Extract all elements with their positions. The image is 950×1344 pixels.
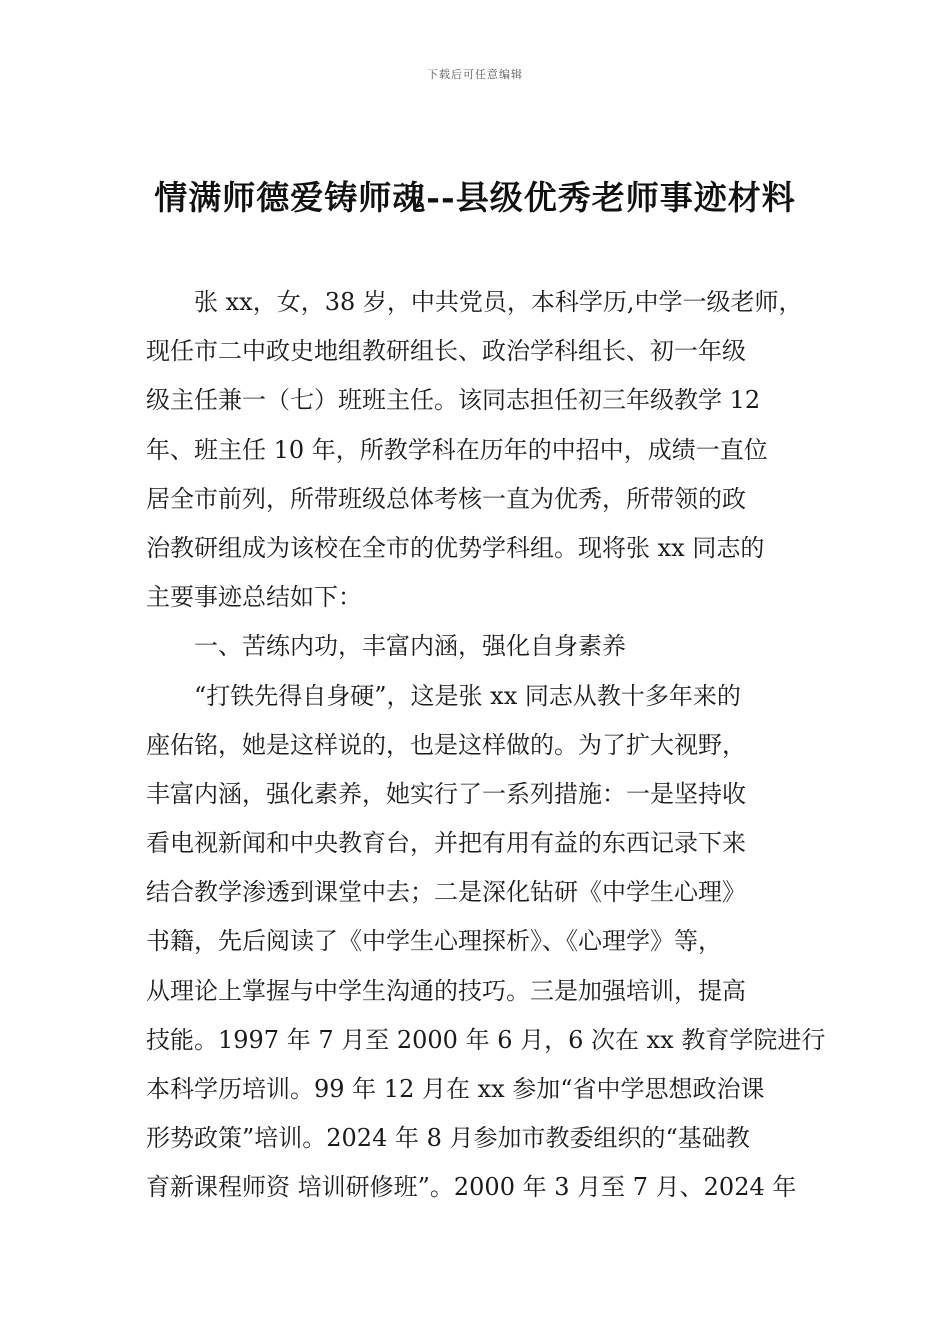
paragraph-line: 形势政策”培训。2024 年 8 月参加市教委组织的“基础教 (146, 1124, 750, 1153)
paragraph-line: 本科学历培训。99 年 12 月在 xx 参加“省中学思想政治课 (146, 1075, 765, 1103)
paragraph-line: 从理论上掌握与中学生沟通的技巧。三是加强培训，提高 (146, 976, 746, 1005)
paragraph-line: 年、班主任 10 年，所教学科在历年的中招中，成绩一直位 (146, 435, 768, 464)
document-body (146, 280, 836, 1215)
paragraph-line: 丰富内涵，强化素养，她实行了一系列措施：一是坚持收 (146, 779, 746, 808)
paragraph-line: 张 xx，女，38 岁，中共党员，本科学历,中学一级老师， (194, 288, 803, 316)
paragraph-line: 主要事迹总结如下： (146, 583, 362, 612)
paragraph-line: 现任市二中政史地组教研组长、政治学科组长、初一年级 (146, 337, 746, 366)
paragraph-line: 居全市前列，所带班级总体考核一直为优秀，所带领的政 (146, 484, 746, 513)
paragraph-line: 结合教学渗透到课堂中去；二是深化钻研《中学生心理》 (146, 878, 746, 907)
paragraph-line: 看电视新闻和中央教育台，并把有用有益的东西记录下来 (146, 829, 746, 858)
paragraph-line: 书籍，先后阅读了《中学生心理探析》、《心理学》等， (146, 927, 722, 956)
section-heading: 一、苦练内功，丰富内涵，强化自身素养 (194, 632, 626, 661)
paragraph-line: 座佑铭，她是这样说的，也是这样做的。为了扩大视野， (146, 730, 746, 759)
paragraph-line: “打铁先得自身硬”，这是张 xx 同志从教十多年来的 (194, 681, 741, 710)
paragraph-line: 育新课程师资 培训研修班”。2000 年 3 月至 7 月、2024 年 (146, 1173, 797, 1202)
paragraph-line: 治教研组成为该校在全市的优势学科组。现将张 xx 同志的 (146, 533, 765, 562)
paragraph-line: 级主任兼一（七）班班主任。该同志担任初三年级教学 12 (146, 386, 761, 415)
paragraph-line: 技能。1997 年 7 月至 2000 年 6 月，6 次在 xx 教育学院进行 (146, 1025, 826, 1054)
document-title: 情满师德爱铸师魂--县级优秀老师事迹材料 (154, 178, 796, 217)
header-note: 下载后可任意编辑 (427, 68, 523, 81)
